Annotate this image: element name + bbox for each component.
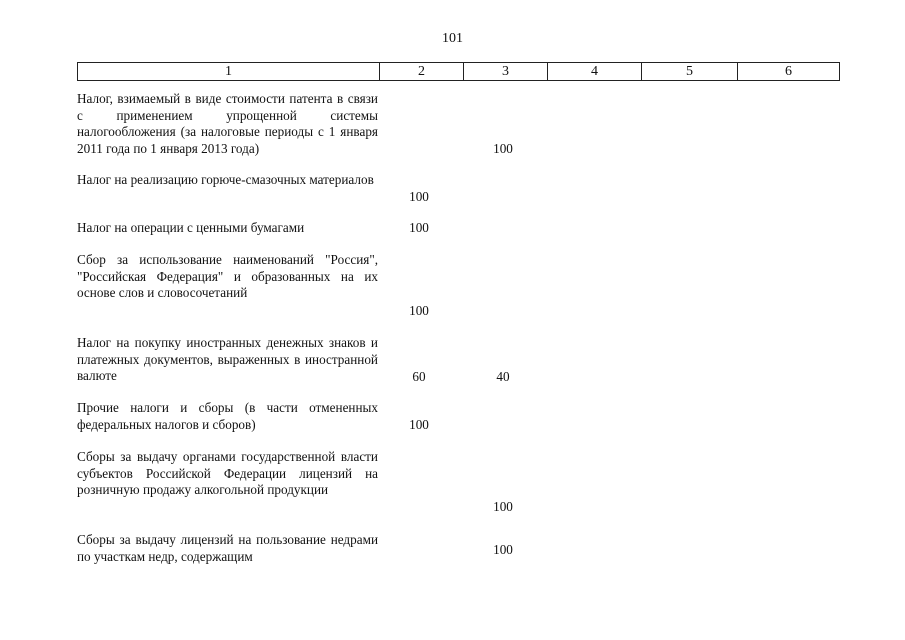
tax-name: Сбор за использование наименований "Россия", "Российская Федерация" и образованных на их основе слов и словосочетаний: [77, 252, 378, 300]
column-header-2: 2: [380, 63, 464, 81]
tax-name: Налог на реализацию горюче-смазочных материалов: [77, 172, 374, 187]
value-col3: 100: [493, 542, 513, 557]
value-col2: 100: [409, 303, 429, 318]
tax-name: Налог на покупку иностранных денежных знаков и платежных документов, выраженных в иностранной валюте: [77, 335, 378, 383]
page-number: 101: [442, 31, 463, 46]
tax-name: Сборы за выдачу лицензий на пользование недрами по участкам недр, содержащим: [77, 532, 378, 564]
column-header-row: [78, 63, 840, 81]
tax-name: Сборы за выдачу органами государственной власти субъектов Российской Федерации лицензий на розничную продажу алкогольной продукции: [77, 449, 378, 497]
column-header-1: 1: [78, 63, 380, 81]
value-col2: 100: [409, 417, 429, 432]
value-col3: 100: [493, 499, 513, 514]
column-header-table: [77, 62, 840, 81]
value-col2: 60: [412, 369, 426, 384]
column-header-6: 6: [738, 63, 840, 81]
value-col2: 100: [409, 220, 429, 235]
tax-name: Прочие налоги и сборы (в части отмененных федеральных налогов и сборов): [77, 400, 378, 432]
tax-name: Налог на операции с ценными бумагами: [77, 220, 305, 235]
value-col3: 40: [496, 369, 510, 384]
column-header-3: 3: [464, 63, 548, 81]
value-col2: 100: [409, 189, 429, 204]
column-header-4: 4: [548, 63, 642, 81]
tax-name: Налог, взимаемый в виде стоимости патента в связи с применением упрощенной системы налогообложения (за налоговые периоды с 1 января 2011 года по 1 января 2013 года): [77, 91, 378, 156]
value-col3: 100: [493, 141, 513, 156]
column-header-5: 5: [642, 63, 738, 81]
